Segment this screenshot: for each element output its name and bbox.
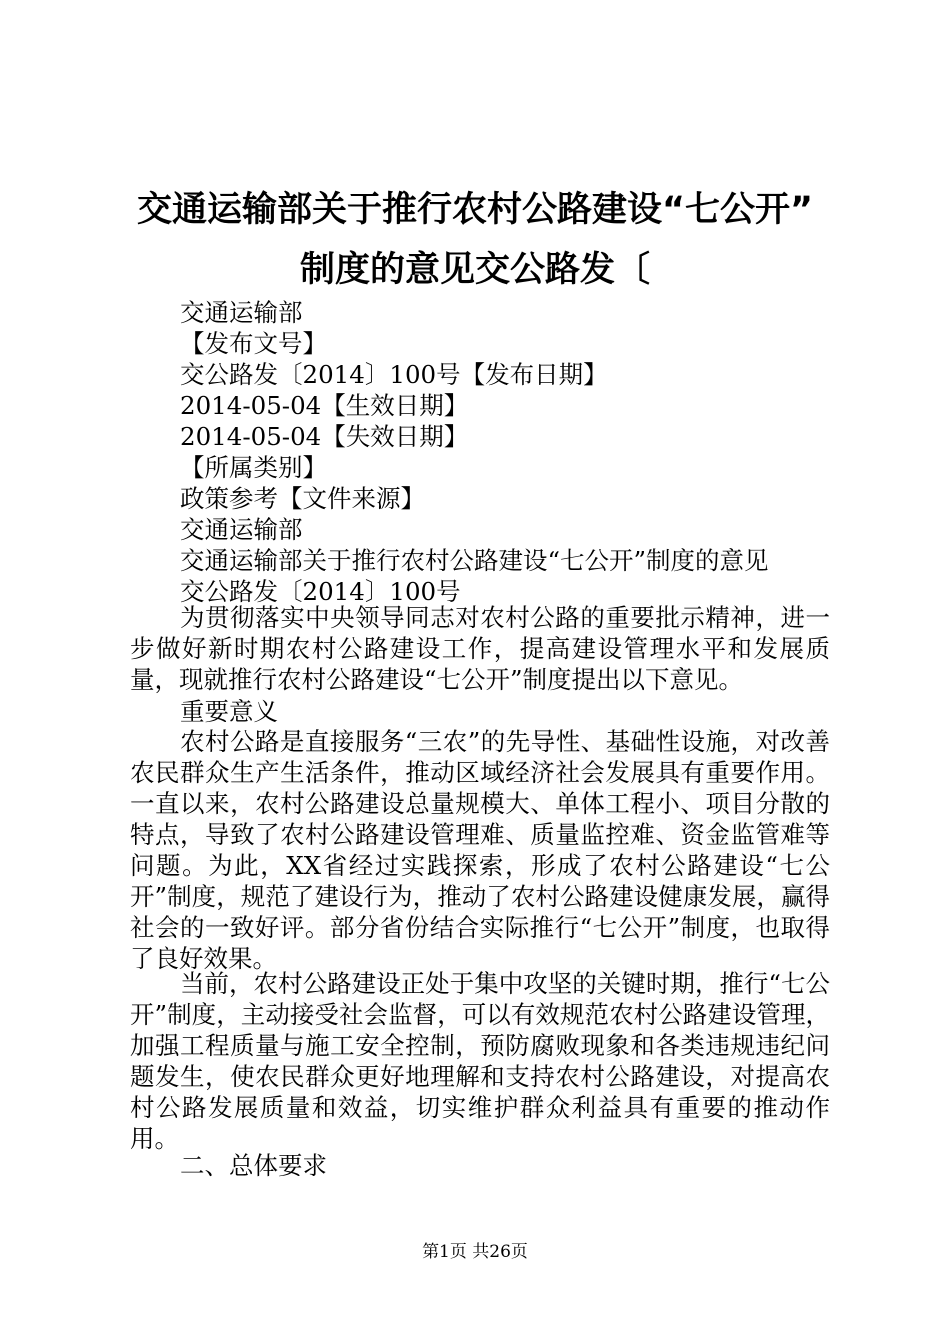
meta-line-doc-code: 交公路发〔2014〕100号	[180, 577, 461, 606]
document-title-line-2: 制度的意见交公路发〔	[299, 250, 650, 290]
section-heading-importance: 重要意义	[180, 697, 278, 726]
section-heading-requirements: 二、总体要求	[180, 1151, 327, 1180]
meta-line-issuer: 交通运输部	[180, 298, 303, 327]
page-footer: 第1页 共26页	[422, 1242, 528, 1262]
document-title-line-1: 交通运输部关于推行农村公路建设“七公开”	[136, 190, 813, 230]
meta-line-doc-number: 交公路发〔2014〕100号【发布日期】	[180, 360, 608, 389]
meta-line-effective-date: 2014-05-04【失效日期】	[180, 422, 469, 451]
body-paragraph-current: 当前，农村公路建设正处于集中攻坚的关键时期，推行“七公开”制度，主动接受社会监督，可以有效规范农村公路建设管理，加强工程质量与施工安全控制，预防腐败现象和各类违规违纪问题发生，使农民群众更好地理解和支持农村公路建设，对提高农村公路发展质量和效益，切实维护群众利益具有重要的推动作用。	[130, 969, 830, 1153]
meta-line-publish-date: 2014-05-04【生效日期】	[180, 391, 469, 420]
meta-line-category: 政策参考【文件来源】	[180, 484, 425, 513]
meta-line-category-label: 【所属类别】	[180, 453, 327, 482]
meta-line-source: 交通运输部	[180, 515, 303, 544]
body-paragraph-intro: 为贯彻落实中央领导同志对农村公路的重要批示精神，进一步做好新时期农村公路建设工作，提高建设管理水平和发展质量，现就推行农村公路建设“七公开”制度提出以下意见。	[130, 603, 830, 694]
meta-line-doc-number-label: 【发布文号】	[180, 329, 327, 358]
meta-line-doc-title: 交通运输部关于推行农村公路建设“七公开”制度的意见	[180, 546, 769, 575]
body-paragraph-significance: 农村公路是直接服务“三农”的先导性、基础性设施，对改善农民群众生产生活条件，推动区域经济社会发展具有重要作用。一直以来，农村公路建设总量规模大、单体工程小、项目分散的特点，导致了农村公路建设管理难、质量监控难、资金监管难等问题。为此，XX省经过实践探索，形成了农村公路建设“七公开”制度，规范了建设行为，推动了农村公路建设健康发展，赢得社会的一致好评。部分省份结合实际推行“七公开”制度，也取得了良好效果。	[130, 727, 830, 973]
